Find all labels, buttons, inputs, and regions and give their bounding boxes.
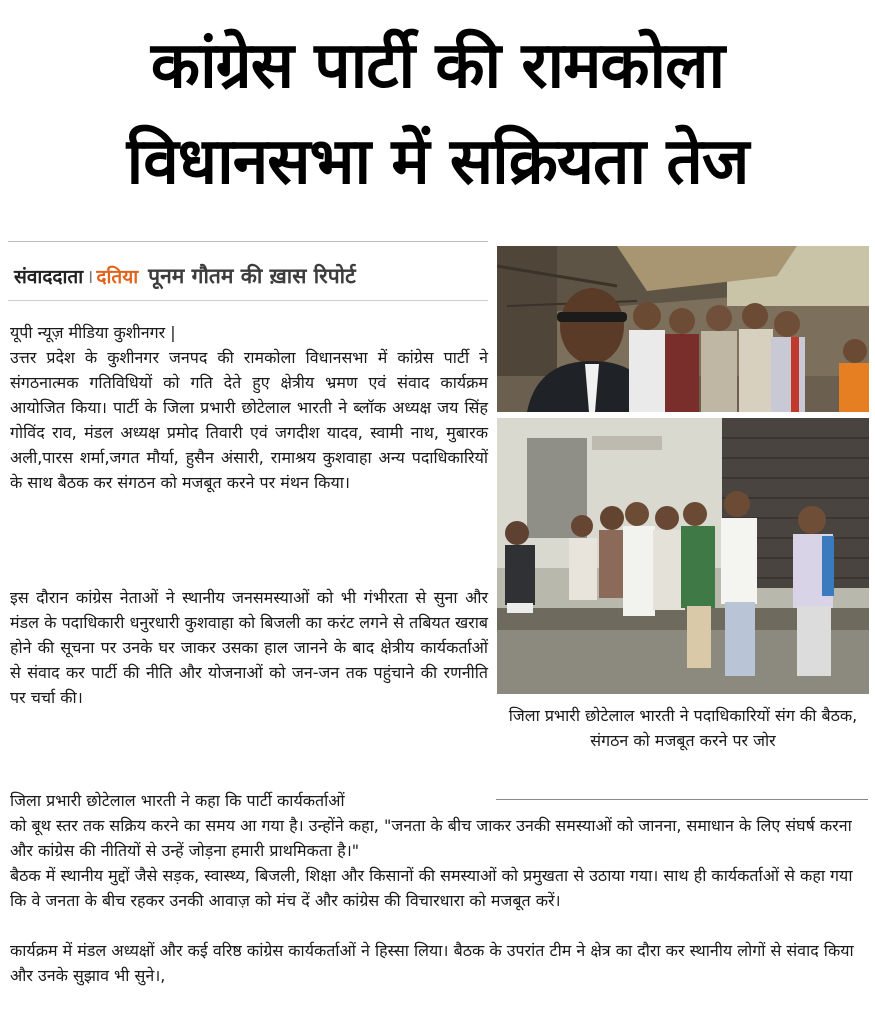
dateline-city: दतिया [96,266,139,288]
article-paragraph-1 [10,345,488,495]
paragraph-2-text: इस दौरान कांग्रेस नेताओं ने स्थानीय जनसमस्याओं को भी गंभीरता से सुना और मंडल के पदाधिकारी धनुरधारी कुशवाहा को बिजली का करंट लगने से तबियत खराब होने की सूचना पर उनके घर जाकर उसका हाल जानने के बाद क्षेत्रीय कार्यकर्ताओं से संवाद कर पार्टी की नीति और योजनाओं को जन-जन तक पहुंचाने की रणनीति पर चर्चा की। [10,588,488,707]
headline-line-1: कांग्रेस पार्टी की रामकोला [150,29,725,103]
paragraph-3-cont-text: को बूथ स्तर तक सक्रिय करने का समय आ गया है। उन्होंने कहा, "जनता के बीच जाकर उनकी समस्याओं को जानना, समाधान के लिए संघर्ष करना और कांग्रेस की नीतियों से उन्हें जोड़ना हमारी प्राथमिकता है।" [10,816,852,860]
reporter-label: संवाददाता [14,266,84,288]
article-dateline [10,320,488,345]
photo-caption: जिला प्रभारी छोटेलाल भारती ने पदाधिकारियों संग की बैठक, संगठन को मजबूत करने पर जोर [508,706,858,750]
dateline-text: यूपी न्यूज़ मीडिया कुशीनगर | [10,323,176,342]
meeting-illustration [497,418,869,694]
paragraph-4-text: बैठक में स्थानीय मुद्दों जैसे सड़क, स्वास्थ्य, बिजली, शिक्षा और किसानों की समस्याओं को प्रमुखता से उठाया गया। साथ ही कार्यकर्ताओं से कहा गया कि वे जनता के बीच रहकर उनकी आवाज़ को मंच दें और कांग्रेस की विचारधारा को मजबूत करें। [10,866,853,910]
article-paragraph-2 [10,585,488,710]
byline [14,256,356,296]
article-paragraph-5 [10,938,868,988]
headline [0,18,875,210]
paragraph-3-start-text: जिला प्रभारी छोटेलाल भारती ने कहा कि पार्टी कार्यकर्ताओं [10,791,345,810]
article-paragraph-3-start [10,788,488,813]
group-selfie-illustration [497,246,869,412]
group-selfie-photo [497,246,869,412]
byline-top-rule [8,241,488,242]
meeting-photo [497,418,869,694]
byline-bottom-rule [8,300,488,301]
article-paragraph-4 [10,863,868,913]
headline-line-2: विधानसभा में सक्रियता तेज [126,125,749,199]
reporter-credit: पूनम गौतम की ख़ास रिपोर्ट [148,264,356,288]
byline-separator: । [86,266,94,288]
paragraph-1-text: उत्तर प्रदेश के कुशीनगर जनपद की रामकोला विधानसभा में कांग्रेस पार्टी ने संगठनात्मक गतिविधियों को गति देते हुए क्षेत्रीय भ्रमण एवं संवाद कार्यक्रम आयोजित किया। पार्टी के जिला प्रभारी छोटेलाल भारती ने ब्लॉक अध्यक्ष जय सिंह गोविंद राव, मंडल अध्यक्ष प्रमोद तिवारी एवं जगदीश यादव, स्वामी नाथ, मुबारक अली,पारस शर्मा,जगत मौर्या, हुसैन अंसारी, रामाश्रय कुशवाहा अन्य पदाधिकारियों के साथ बैठक कर संगठन को मजबूत करने पर मंथन किया। [10,348,488,492]
article-paragraph-3-continued [10,813,868,863]
paragraph-5-text: कार्यक्रम में मंडल अध्यक्षों और कई वरिष्ठ कांग्रेस कार्यकर्ताओं ने हिस्सा लिया। बैठक के उपरांत टीम ने क्षेत्र का दौरा कर स्थानीय लोगों से संवाद किया और उनके सुझाव भी सुने।, [10,941,854,985]
caption-rule [496,799,868,800]
